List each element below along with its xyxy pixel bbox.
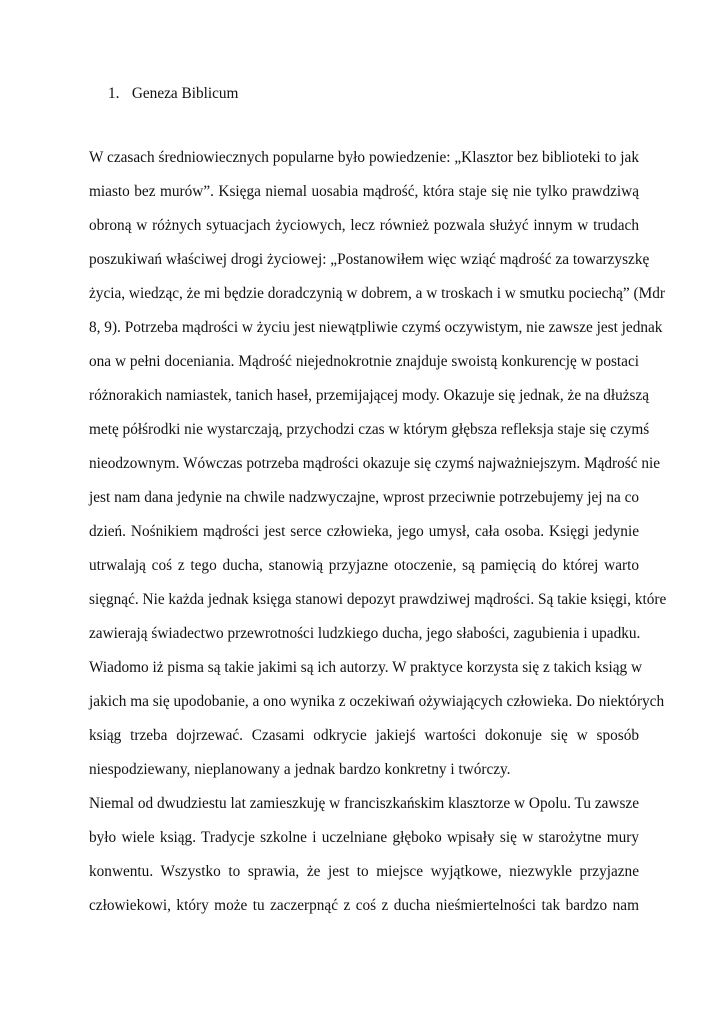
text-line: konwentu. Wszystko to sprawia, że jest to miejsce wyjątkowe, niezwykle przyjazne	[89, 863, 639, 880]
text-line: nieodzownym. Wówczas potrzeba mądrości okazuje się czymś najważniejszym. Mądrość nie	[89, 455, 661, 472]
text-line: niespodziewany, nieplanowany a jednak bardzo konkretny i twórczy.	[89, 761, 511, 778]
text-line: W czasach średniowiecznych popularne było powiedzenie: „Klasztor bez biblioteki to jak	[89, 149, 639, 166]
text-line: miasto bez murów”. Księga niemal uosabia mądrość, która staje się nie tylko prawdziwą	[89, 183, 639, 200]
text-line: Wiadomo iż pisma są takie jakimi są ich autorzy. W praktyce korzysta się z takich ksiąg w	[89, 659, 643, 676]
text-line: zawierają świadectwo przewrotności ludzkiego ducha, jego słabości, zagubienia i upadku.	[89, 625, 641, 642]
text-line: człowiekowi, który może tu zaczerpnąć z coś z ducha nieśmiertelności tak bardzo nam	[89, 897, 639, 914]
section-heading	[108, 85, 238, 103]
text-line: dzień. Nośnikiem mądrości jest serce człowieka, jego umysł, cała osoba. Księgi jedynie	[89, 523, 639, 540]
text-line: różnorakich namiastek, tanich haseł, przemijającej mody. Okazuje się jednak, że na dłuższą	[89, 387, 650, 404]
section-title: Geneza Biblicum	[131, 85, 239, 102]
text-line: jest nam dana jedynie na chwile nadzwyczajne, wprost przeciwnie potrzebujemy jej na co	[89, 489, 640, 506]
section-number: 1.	[108, 85, 120, 102]
text-line: ona w pełni doceniania. Mądrość niejednokrotnie znajduje swoistą konkurencję w postaci	[89, 353, 639, 370]
text-line: ksiąg trzeba dojrzewać. Czasami odkrycie jakiejś wartości dokonuje się w sposób	[89, 727, 639, 744]
text-line: utrwalają coś z tego ducha, stanowią przyjazne otoczenie, są pamięcią do której warto	[89, 557, 639, 574]
text-line: sięgnąć. Nie każda jednak księga stanowi depozyt prawdziwej mądrości. Są takie księgi, które	[89, 591, 667, 608]
text-line: Niemal od dwudziestu lat zamieszkuję w franciszkańskim klasztorze w Opolu. Tu zawsze	[89, 795, 639, 812]
text-line: obroną w różnych sytuacjach życiowych, lecz również pozwala służyć innym w trudach	[89, 217, 639, 234]
text-line: poszukiwań właściwej drogi życiowej: „Postanowiłem więc wziąć mądrość za towarzyszkę	[89, 251, 650, 268]
text-line: jakich ma się upodobanie, a ono wynika z oczekiwań ożywiających człowieka. Do niektórych	[89, 693, 665, 710]
text-line: 8, 9). Potrzeba mądrości w życiu jest niewątpliwie czymś oczywistym, nie zawsze jest jednak	[89, 319, 663, 336]
text-line: metę półśrodki nie wystarczają, przychodzi czas w którym głębsza refleksja staje się czymś	[89, 421, 650, 438]
text-line: życia, wiedząc, że mi będzie doradczynią w dobrem, a w troskach i w smutku pociechą” (Mdr	[89, 285, 665, 302]
text-line: było wiele ksiąg. Tradycje szkolne i uczelniane głęboko wpisały się w starożytne mury	[89, 829, 639, 846]
